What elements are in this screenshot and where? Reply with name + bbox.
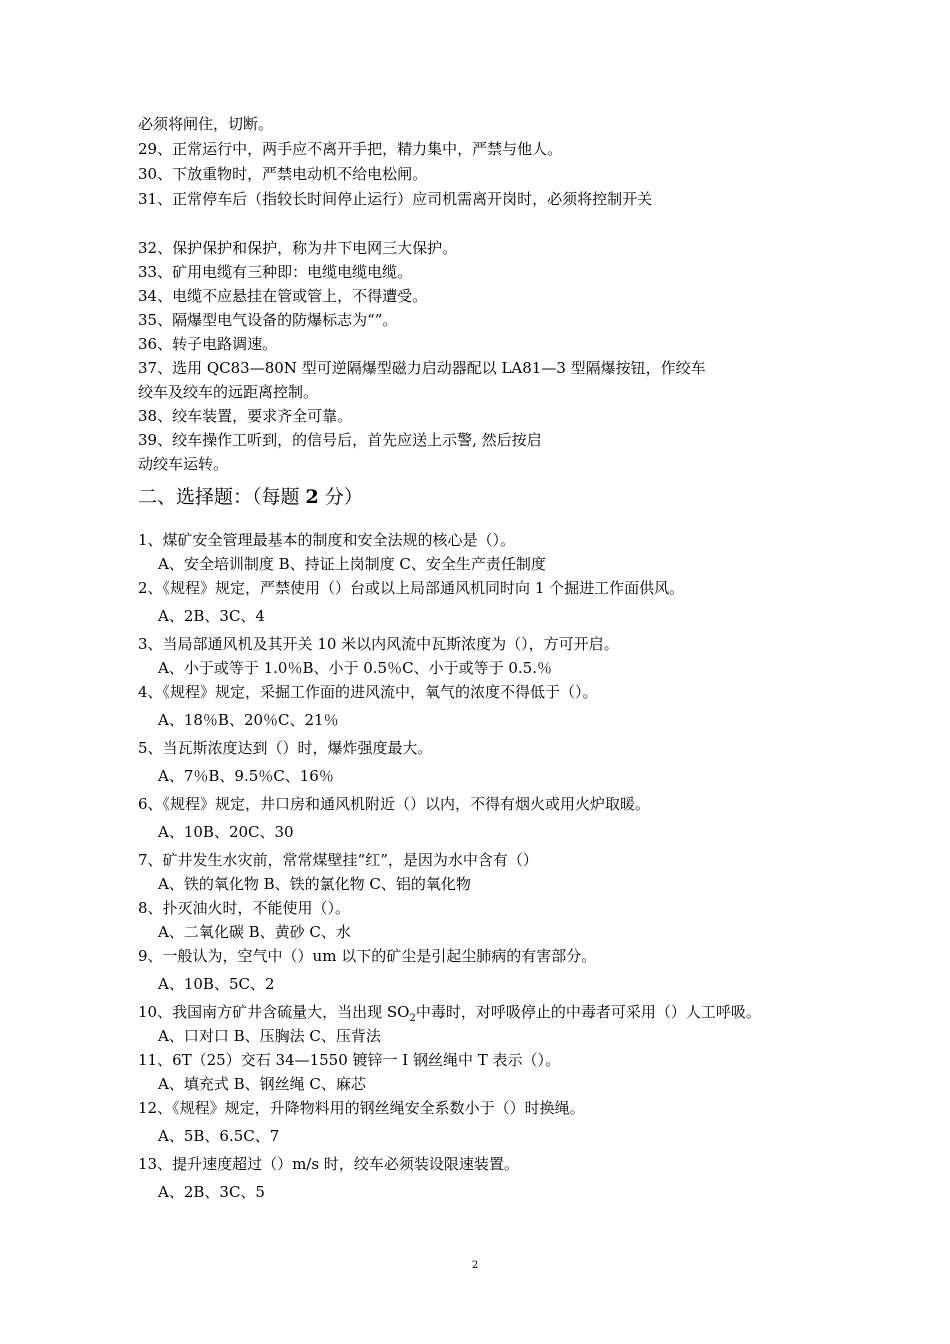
fill-in-line: 必须将闸住，切断。 (138, 115, 274, 133)
question-text: 13、提升速度超过（）m/s 时，绞车必须装设限速装置。 (138, 1155, 519, 1173)
question-text: 9、一般认为，空气中（）um 以下的矿尘是引起尘肺病的有害部分。 (138, 947, 597, 965)
fill-in-line: 32、保护保护和保护，称为井下电网三大保护。 (138, 239, 458, 257)
answer-options: A、2B、3C、4 (158, 607, 265, 625)
answer-options: A、2B、3C、5 (158, 1183, 265, 1201)
fill-in-line: 29、正常运行中，两手应不离开手把，精力集中，严禁与他人。 (138, 140, 563, 158)
question-text: 8、扑灭油火时，不能使用（）。 (138, 899, 351, 917)
answer-options: A、二氧化碳 B、黄砂 C、水 (158, 923, 351, 941)
fill-in-line: 37、选用 QC83—80N 型可逆隔爆型磁力启动器配以 LA81—3 型隔爆按钮，作绞车 (138, 359, 706, 377)
fill-in-line: 38、绞车装置，要求齐全可靠。 (138, 407, 353, 425)
answer-options: A、7％B、9.5％C、16％ (158, 767, 334, 785)
fill-in-line: 36、转子电路调速。 (138, 335, 278, 353)
answer-options: A、铁的氧化物 B、铁的氯化物 C、铝的氧化物 (158, 875, 471, 893)
fill-in-line: 39、绞车操作工听到，的信号后，首先应送上示警, 然后按启 (138, 431, 542, 449)
question-text: 10、我国南方矿井含硫量大，当出现 $SO_2$中毒时，对呼吸停止的中毒者可采用（）人工呼吸。 (138, 1003, 761, 1024)
fill-in-line: 34、电缆不应悬挂在管或管上，不得遭受。 (138, 287, 428, 305)
question-text: 1、煤矿安全管理最基本的制度和安全法规的核心是（）。 (138, 531, 516, 549)
answer-options: A、填充式 B、钢丝绳 C、麻芯 (158, 1075, 366, 1093)
question-text: 6、《规程》规定，井口房和通风机附近（）以内，不得有烟火或用火炉取暖。 (138, 795, 651, 813)
answer-options: A、10B、5C、2 (158, 975, 275, 993)
answer-options: A、安全培训制度 B、持证上岗制度 C、安全生产责任制度 (158, 555, 546, 573)
question-text: 4、《规程》规定，采掘工作面的进风流中，氧气的浓度不得低于（）。 (138, 683, 598, 701)
fill-in-line: 绞车及绞车的远距离控制。 (138, 383, 319, 401)
fill-in-line: 动绞车运转。 (138, 455, 229, 473)
answer-options: A、18％B、20％C、21％ (158, 711, 339, 729)
question-text: 7、矿井发生水灾前，常常煤壁挂“红”，是因为水中含有（） (138, 851, 538, 869)
answer-options: A、5B、6.5C、7 (158, 1127, 280, 1145)
fill-in-line: 33、矿用电缆有三种即：电缆电缆电缆。 (138, 263, 413, 281)
question-text: 2、《规程》规定，严禁使用（）台或以上局部通风机同时向 1 个掘进工作面供风。 (138, 579, 685, 597)
question-text: 12、《规程》规定，升降物料用的钢丝绳安全系数小于（）时换绳。 (138, 1099, 585, 1117)
answer-options: A、10B、20C、30 (158, 823, 294, 841)
question-text: 11、6T（25）交石 34—1550 镀锌一 I 钢丝绳中 T 表示（）。 (138, 1051, 561, 1069)
section-heading: 二、选择题：（每题 2 分） (138, 486, 363, 508)
question-text: 3、当局部通风机及其开关 10 米以内风流中瓦斯浓度为（），方可开启。 (138, 635, 619, 653)
fill-in-line: 30、下放重物时，严禁电动机不给电松闸。 (138, 165, 428, 183)
answer-options: A、口对口 B、压胸法 C、压背法 (158, 1027, 381, 1045)
fill-in-line: 35、隔爆型电气设备的防爆标志为“”。 (138, 311, 398, 329)
fill-in-line: 31、正常停车后（指较长时间停止运行）应司机需离开岗时，必须将控制开关 (138, 190, 653, 208)
page-number: 2 (471, 1260, 479, 1271)
question-text: 5、当瓦斯浓度达到（）时，爆炸强度最大。 (138, 739, 433, 757)
answer-options: A、小于或等于 1.0％B、小于 0.5％C、小于或等于 0.5.％ (158, 659, 552, 677)
